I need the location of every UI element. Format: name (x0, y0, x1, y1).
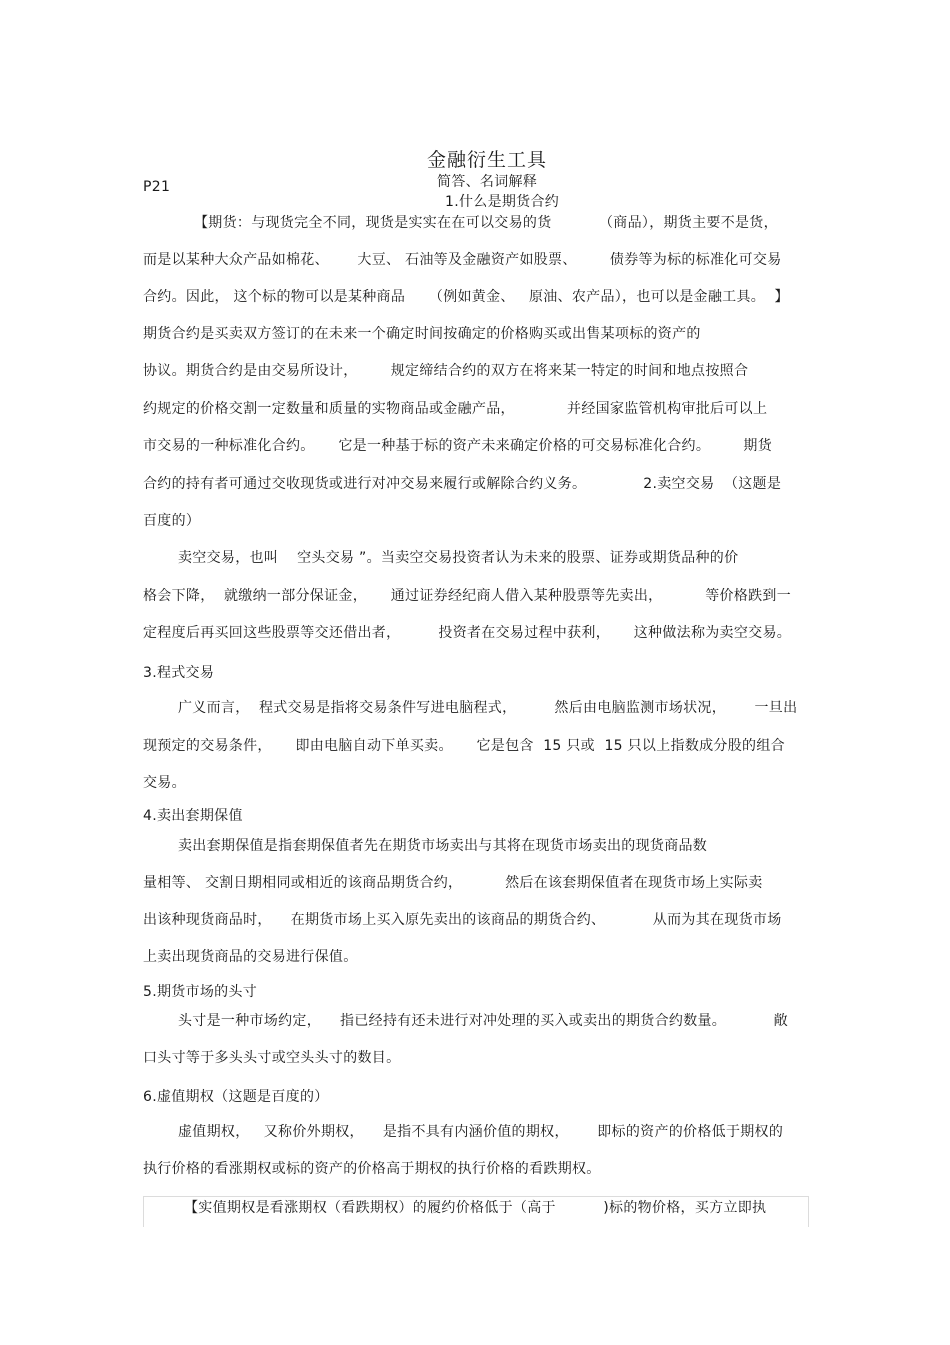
paragraph-line: 头寸是一种市场约定， 指已经持有还未进行对冲处理的买入或卖出的期货合约数量。 敞 (178, 1013, 788, 1029)
paragraph-line: 出该种现货商品时， 在期货市场上买入原先卖出的该商品的期货合约、 从而为其在现货市场 (143, 912, 782, 928)
paragraph-line: 期货合约是买卖双方签订的在未来一个确定时间按确定的价格购买或出售某项标的资产的 (143, 326, 701, 342)
paragraph-line: 合约的持有者可通过交收现货或进行对冲交易来履行或解除合约义务。 2.卖空交易 （这题是 (143, 476, 782, 492)
paragraph-line: 【实值期权是看涨期权（看跌期权）的履约价格低于（高于 )标的物价格，买方立即执 (184, 1200, 767, 1216)
paragraph-line: 执行价格的看涨期权或标的资产的价格高于期权的执行价格的看跌期权。 (143, 1161, 601, 1177)
paragraph-line: 定程度后再买回这些股票等交还借出者， 投资者在交易过程中获利， 这种做法称为卖空交易。 (143, 625, 792, 641)
document-title: 金融衍生工具 (427, 149, 548, 171)
paragraph-line: 交易。 (143, 775, 186, 791)
paragraph-line: 口头寸等于多头头寸或空头头寸的数目。 (143, 1050, 401, 1066)
paragraph-line: 格会下降， 就缴纳一部分保证金， 通过证券经纪商人借入某种股票等先卖出， 等价格跌到一 (143, 588, 791, 604)
paragraph-line: 卖空交易，也叫 空头交易 ”。当卖空交易投资者认为未来的股票、证券或期货品种的价 (178, 550, 739, 566)
page-reference: P21 (143, 179, 171, 195)
paragraph-line: 合约。因此， 这个标的物可以是某种商品 （例如黄金、 原油、农产品），也可以是金融工具。 】 (143, 289, 789, 305)
section-heading: 6.虚值期权（这题是百度的） (143, 1089, 329, 1105)
paragraph-line: 卖出套期保值是指套期保值者先在期货市场卖出与其将在现货市场卖出的现货商品数 (178, 838, 708, 854)
paragraph-line: 百度的） (143, 513, 201, 529)
document-subtitle: 简答、名词解释 (437, 174, 538, 190)
section-heading: 5.期货市场的头寸 (143, 984, 258, 1000)
paragraph-line: 虚值期权， 又称价外期权， 是指不具有内涵价值的期权， 即标的资产的价格低于期权的 (178, 1124, 784, 1140)
section-heading: 3.程式交易 (143, 665, 215, 681)
paragraph-line: 【期货：与现货完全不同，现货是实实在在可以交易的货 （商品），期货主要不是货， (194, 215, 778, 231)
paragraph-line: 广义而言， 程式交易是指将交易条件写进电脑程式， 然后由电脑监测市场状况， 一旦出 (178, 700, 798, 716)
paragraph-line: 约规定的价格交割一定数量和质量的实物商品或金融产品， 并经国家监管机构审批后可以上 (143, 401, 768, 417)
paragraph-line: 协议。期货合约是由交易所设计， 规定缔结合约的双方在将来某一特定的时间和地点按照合 (143, 363, 749, 379)
paragraph-line: 而是以某种大众产品如棉花、 大豆、 石油等及金融资产如股票、 债券等为标的标准化可交易 (143, 252, 782, 268)
section-heading: 4.卖出套期保值 (143, 808, 243, 824)
question-1-heading: 1.什么是期货合约 (445, 194, 560, 210)
paragraph-line: 量相等、 交割日期相同或相近的该商品期货合约， 然后在该套期保值者在现货市场上实际卖 (143, 875, 763, 891)
paragraph-line: 现预定的交易条件， 即由电脑自动下单买卖。 它是包含 15 只或 15 只以上指数成分股的组合 (143, 738, 785, 754)
note-box (143, 1196, 809, 1227)
paragraph-line: 上卖出现货商品的交易进行保值。 (143, 949, 358, 965)
paragraph-line: 市交易的一种标准化合约。 它是一种基于标的资产未来确定价格的可交易标准化合约。 期货 (143, 438, 772, 454)
